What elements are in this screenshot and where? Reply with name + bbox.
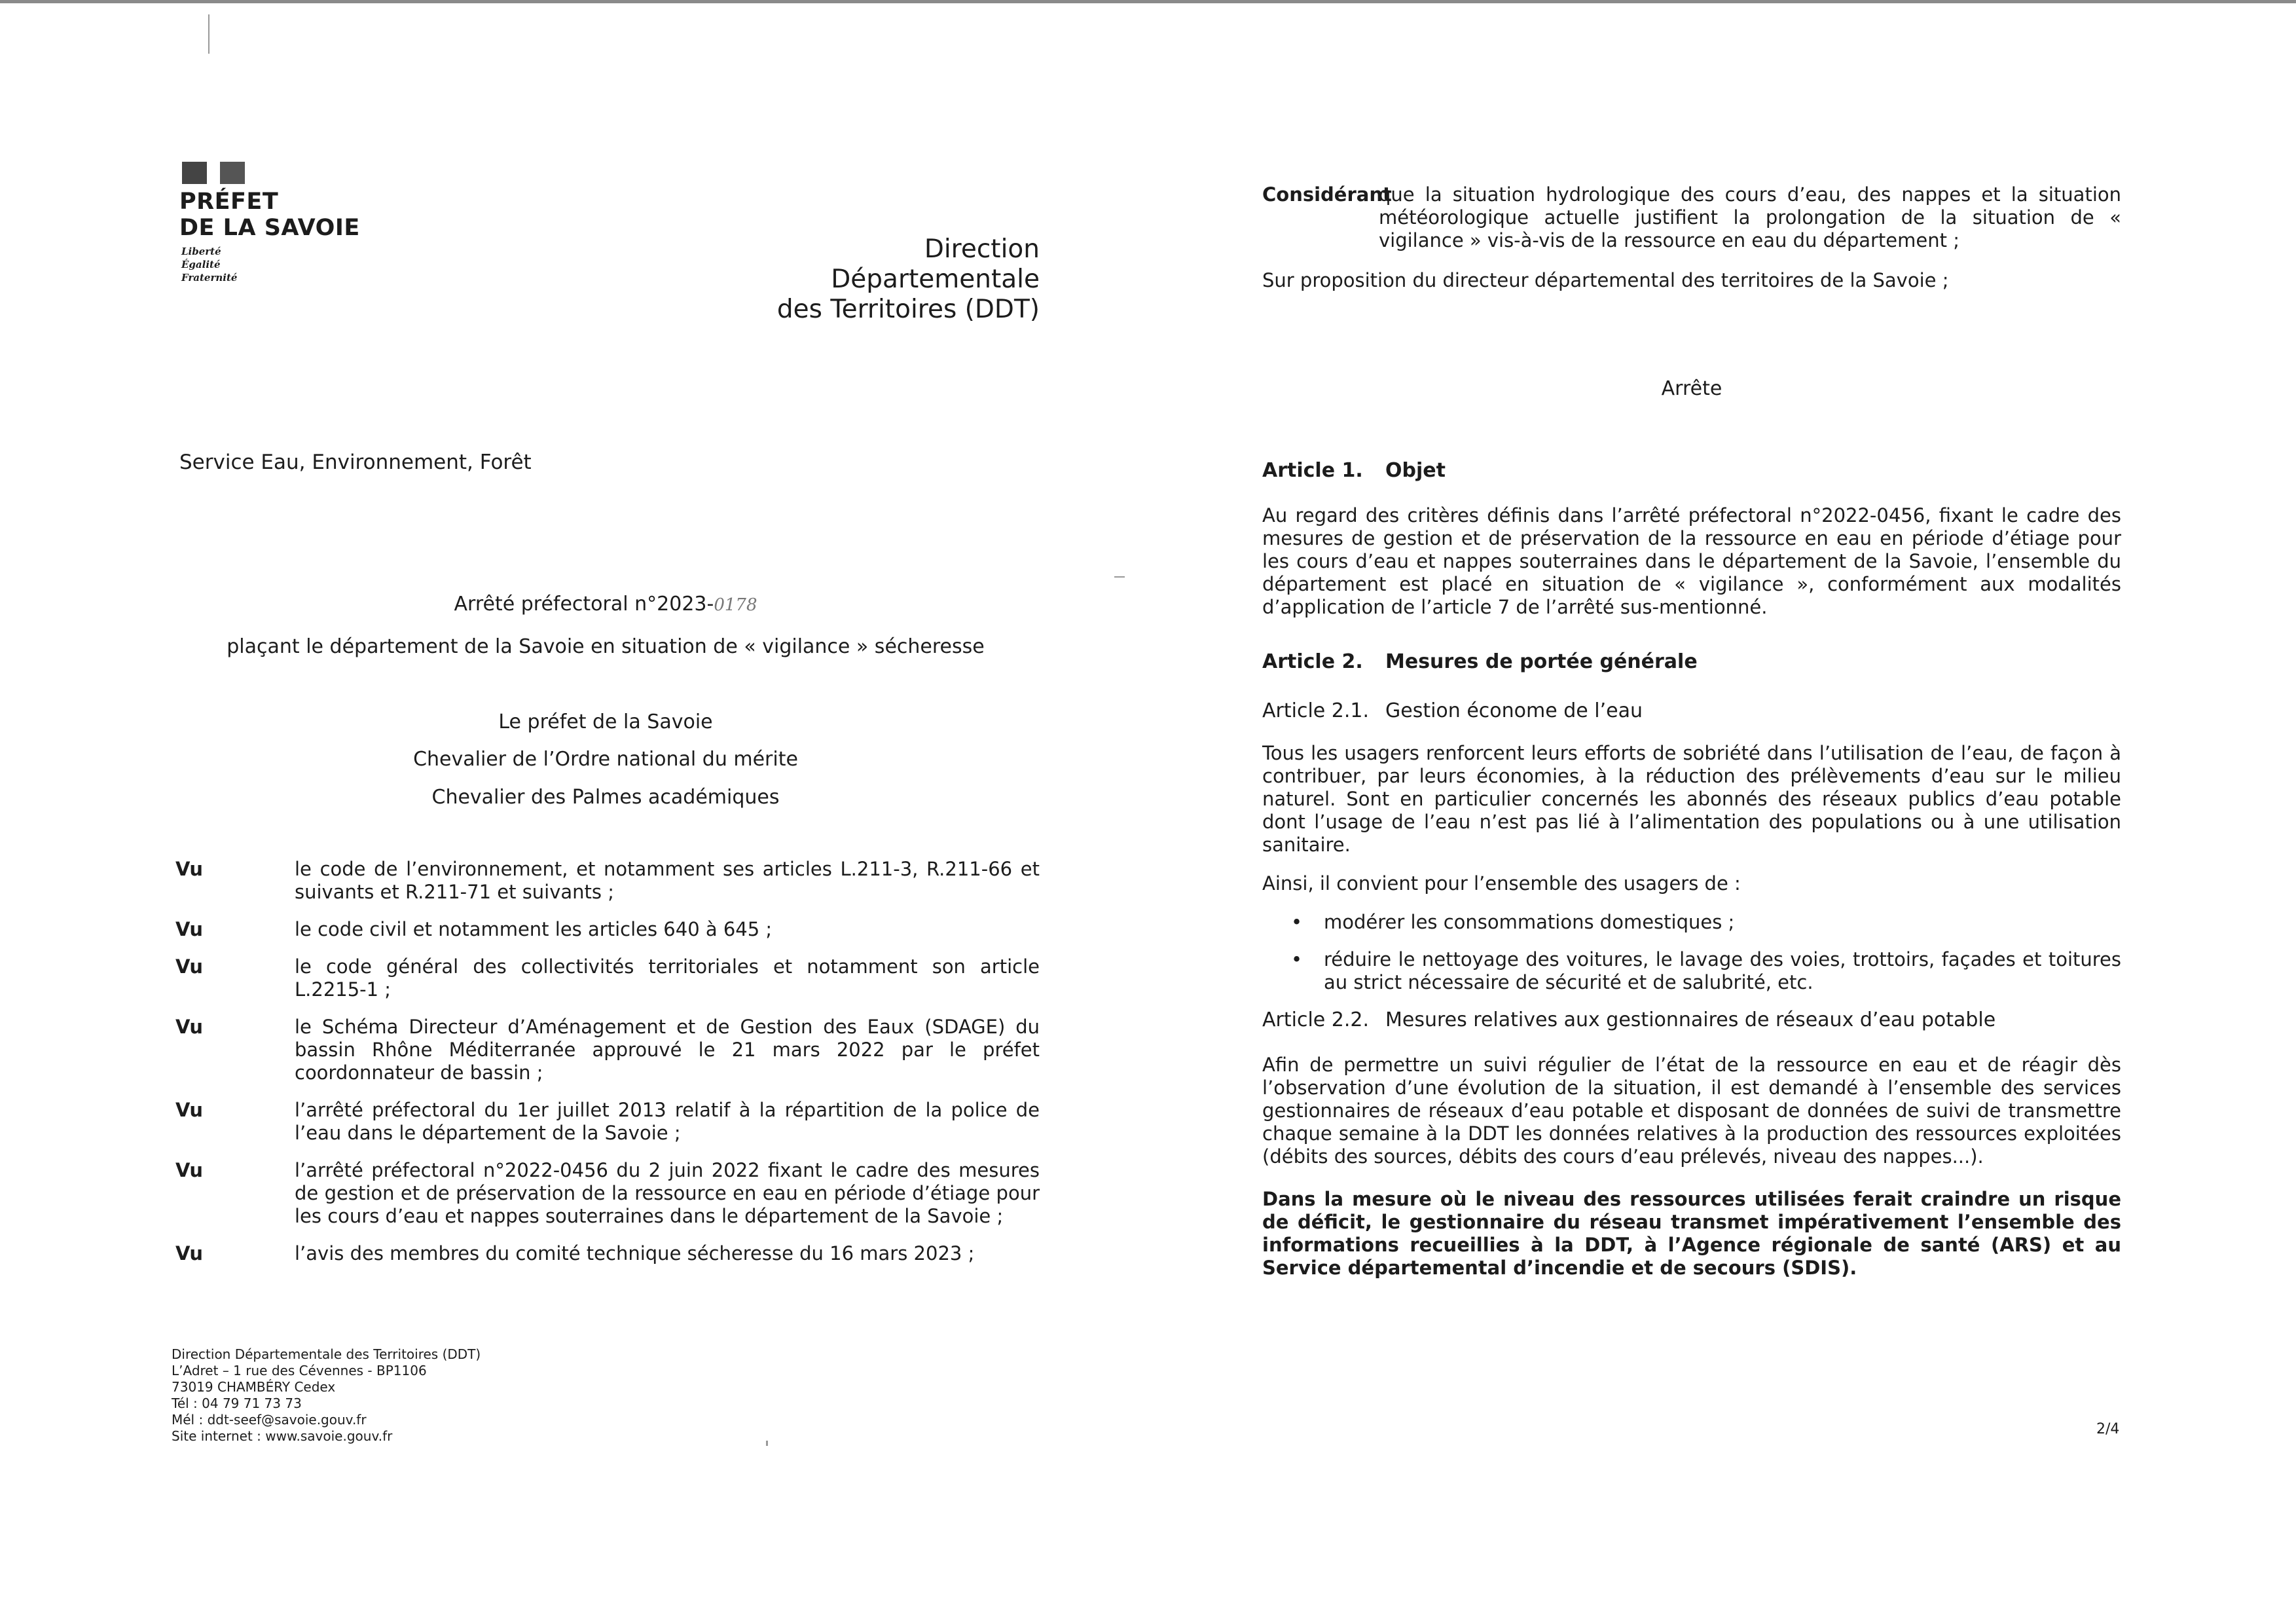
vu-label: Vu bbox=[175, 858, 204, 880]
article-title: Mesures relatives aux gestionnaires de réseaux d’eau potable bbox=[1385, 1008, 1996, 1031]
vu-item bbox=[175, 955, 1040, 1001]
scan-mark bbox=[208, 14, 210, 54]
article-number: Article 1. bbox=[1262, 459, 1363, 482]
arrete-number bbox=[170, 593, 1041, 616]
devise-fraternite: Fraternité bbox=[181, 272, 238, 284]
proposition: Sur proposition du directeur départemental des territoires de la Savoie ; bbox=[1262, 269, 1949, 291]
article-1-text: Au regard des critères définis dans l’arrêté préfectoral n°2022-0456, fixant le cadre des mesures de gestion et de préservation de la ressource en eau en période d’étiage pour les cours d’eau et nappes souterraines dans le département de la Savoie, l’ensemble du département est placé en situation de « vigilance », conformément aux modalités d’application de l’article 7 de l’arrêté sus-mentionné. bbox=[1262, 504, 2121, 618]
direction-line-3: des Territoires (DDT) bbox=[776, 295, 1040, 324]
article-title: Gestion économe de l’eau bbox=[1385, 699, 1643, 722]
vu-label: Vu bbox=[175, 1159, 204, 1181]
article-2-heading bbox=[1262, 650, 2121, 673]
vu-item bbox=[175, 918, 1040, 941]
footer-line: Mél : ddt-seef@savoie.gouv.fr bbox=[172, 1412, 367, 1428]
scan-mark bbox=[1114, 576, 1125, 578]
article-title: Mesures de portée générale bbox=[1385, 650, 1698, 673]
scan-edge bbox=[0, 0, 2296, 3]
vu-text: le code de l’environnement, et notamment ses articles L.211-3, R.211-66 et suivants et R.211-71 et suivants ; bbox=[295, 858, 1040, 903]
right-column bbox=[1262, 183, 2121, 1280]
marianne-flag-logo bbox=[182, 162, 245, 184]
article-2-1-text: Tous les usagers renforcent leurs efforts de sobriété dans l’utilisation de l’eau, de façon à contribuer, par leurs économies, à la réduction des prélèvements d’eau sur le milieu naturel. Sont en particulier concernés les abonnés des réseaux publics d’eau potable dont l’usage de l’eau n’est pas lié à l’alimentation des populations ou à une utilisation sanitaire. bbox=[1262, 742, 2121, 856]
arrete-subtitle: plaçant le département de la Savoie en situation de « vigilance » sécheresse bbox=[227, 635, 985, 658]
considerant-text: que la situation hydrologique des cours d’eau, des nappes et la situation météorologique actuelle justifient la prolongation de la situation de « vigilance » vis-à-vis de la ressource en eau du département ; bbox=[1379, 183, 2121, 251]
handwritten-number: 0178 bbox=[714, 595, 757, 615]
vu-label: Vu bbox=[175, 955, 204, 978]
devise-liberte: Liberté bbox=[181, 246, 221, 257]
direction-heading bbox=[777, 234, 1040, 325]
vu-item bbox=[175, 1242, 1040, 1265]
footer-line: L’Adret – 1 rue des Cévennes - BP1106 bbox=[172, 1363, 427, 1378]
vu-text: le code civil et notamment les articles 640 à 645 ; bbox=[295, 918, 773, 940]
direction-line-1: Direction bbox=[924, 234, 1040, 264]
article-2-2-heading bbox=[1262, 1008, 2121, 1031]
bullet-item: • réduire le nettoyage des voitures, le lavage des voies, trottoirs, façades et toitures au strict nécessaire de sécurité et de salubrité, etc. bbox=[1262, 948, 2121, 994]
vu-item bbox=[175, 1099, 1040, 1145]
considerant-label: Considérant bbox=[1262, 183, 1392, 206]
article-2-2-text: Afin de permettre un suivi régulier de l’état de la ressource en eau et de réagir dès l’observation d’une évolution de la situation, il est demandé à l’ensemble des services gestionnaires de réseaux d’eau potable et disposant de données de suivi de transmettre chaque semaine à la DDT les données relatives à la production des ressources exploitées (débits des sources, débits des cours d’eau prélevés, niveau des nappes...). bbox=[1262, 1054, 2121, 1168]
devise-egalite: Égalité bbox=[181, 259, 221, 270]
vu-label: Vu bbox=[175, 1016, 204, 1038]
arrete-heading: Arrête bbox=[1661, 377, 1722, 400]
vu-item bbox=[175, 1016, 1040, 1084]
vu-label: Vu bbox=[175, 1099, 204, 1121]
page-number: 2/4 bbox=[2096, 1421, 2120, 1437]
vu-item bbox=[175, 858, 1040, 904]
devise bbox=[181, 245, 237, 284]
article-title: Objet bbox=[1385, 459, 1446, 482]
order-line-2: Chevalier des Palmes académiques bbox=[431, 786, 780, 809]
direction-line-2: Départementale bbox=[831, 265, 1040, 294]
article-number: Article 2.2. bbox=[1262, 1008, 1370, 1031]
prefet-line-1: PRÉFET bbox=[179, 189, 279, 215]
vu-text: l’arrêté préfectoral n°2022-0456 du 2 juin 2022 fixant le cadre des mesures de gestion et de préservation de la ressource en eau en période d’étiage pour les cours d’eau et nappes souterraines dans le département de la Savoie ; bbox=[295, 1159, 1040, 1227]
vu-item bbox=[175, 1159, 1040, 1228]
vu-text: le code général des collectivités territoriales et notamment son article L.2215-1 ; bbox=[295, 955, 1040, 1001]
scan-mark bbox=[766, 1441, 768, 1446]
article-2-1-heading bbox=[1262, 699, 2121, 722]
article-2-2-bold-text: Dans la mesure où le niveau des ressources utilisées ferait craindre un risque de déficit, le gestionnaire du réseau transmet impérativement l’ensemble des informations recueillies à la DDT, à l’Agence régionale de santé (ARS) et au Service départemental d’incendie et de secours (SDIS). bbox=[1262, 1188, 2121, 1279]
vu-text: le Schéma Directeur d’Aménagement et de Gestion des Eaux (SDAGE) du bassin Rhône Méditerranée approuvé le 21 mars 2022 par le préfet coordonnateur de bassin ; bbox=[295, 1016, 1040, 1084]
vu-list bbox=[175, 858, 1040, 1280]
sub-service: Service Eau, Environnement, Forêt bbox=[179, 451, 532, 474]
arrete-number-prefix: Arrêté préfectoral n°2023- bbox=[454, 593, 714, 616]
footer-line: Site internet : www.savoie.gouv.fr bbox=[172, 1428, 393, 1444]
vu-label: Vu bbox=[175, 918, 204, 940]
vu-text: l’avis des membres du comité technique sécheresse du 16 mars 2023 ; bbox=[295, 1242, 975, 1264]
ainsi-line: Ainsi, il convient pour l’ensemble des usagers de : bbox=[1262, 872, 1741, 895]
article-number: Article 2. bbox=[1262, 650, 1363, 673]
article-1-heading bbox=[1262, 459, 2121, 482]
footer-address bbox=[172, 1346, 481, 1445]
footer-line: Tél : 04 79 71 73 73 bbox=[172, 1395, 302, 1411]
prefet-line-2: DE LA SAVOIE bbox=[179, 215, 360, 241]
footer-line: Direction Départementale des Territoires (DDT) bbox=[172, 1346, 481, 1362]
usage-bullets bbox=[1262, 911, 2121, 994]
prefect-line: Le préfet de la Savoie bbox=[498, 710, 713, 733]
considerant bbox=[1262, 183, 2121, 252]
order-line-1: Chevalier de l’Ordre national du mérite bbox=[413, 748, 798, 771]
footer-line: 73019 CHAMBÉRY Cedex bbox=[172, 1379, 336, 1395]
bullet-item: • modérer les consommations domestiques ; bbox=[1262, 911, 2121, 934]
prefet-title bbox=[179, 189, 360, 241]
vu-label: Vu bbox=[175, 1242, 204, 1264]
article-number: Article 2.1. bbox=[1262, 699, 1370, 722]
vu-text: l’arrêté préfectoral du 1er juillet 2013 relatif à la répartition de la police de l’eau dans le département de la Savoie ; bbox=[295, 1099, 1040, 1144]
